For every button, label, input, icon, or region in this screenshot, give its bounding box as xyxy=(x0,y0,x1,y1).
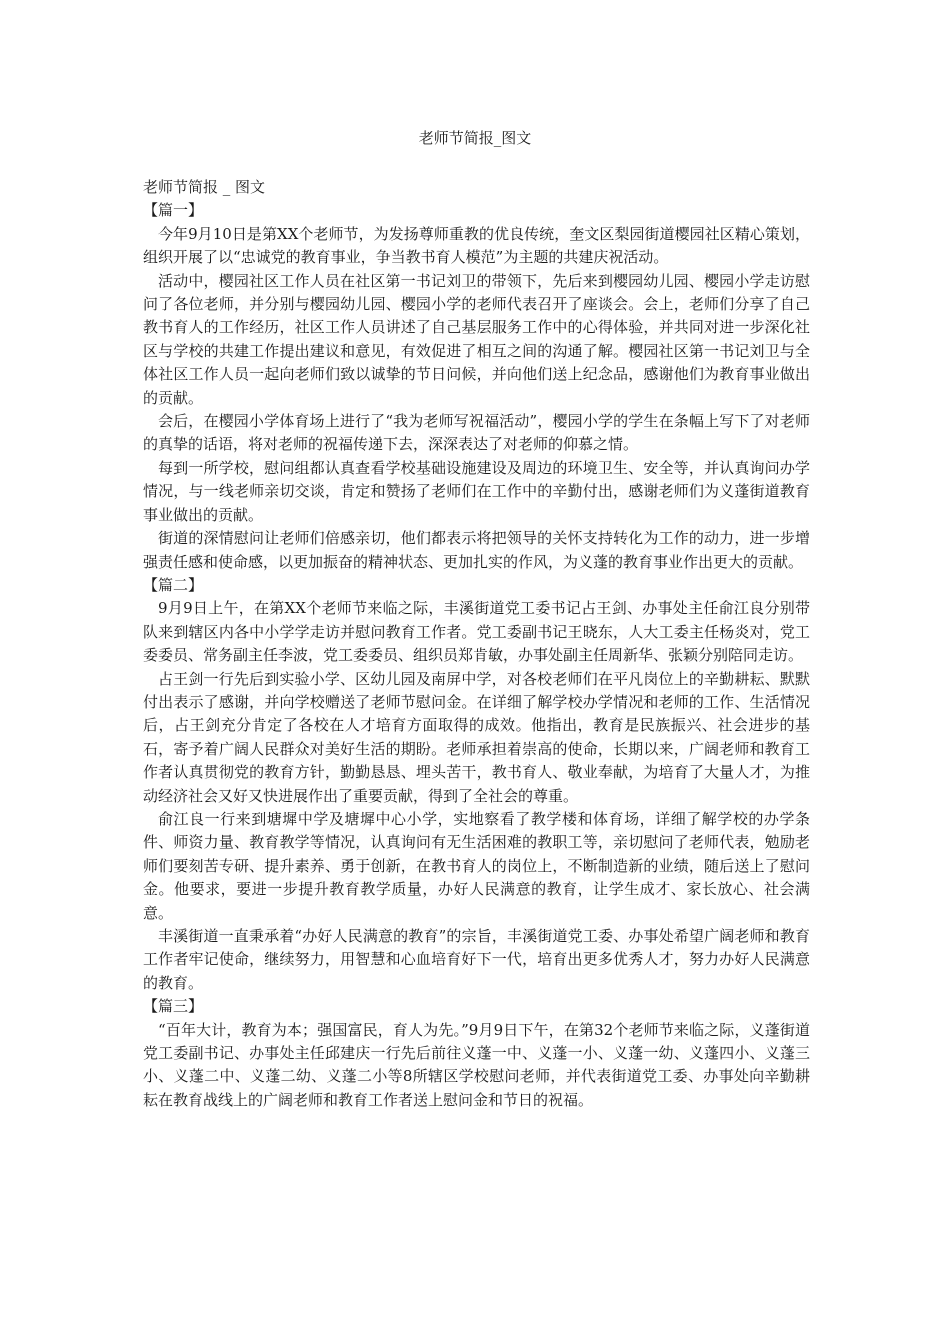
paragraph: “百年大计，教育为本；强国富民，育人为先。”9月9日下午，在第32个老师节来临之际，义蓬街道党工委副书记、办事处主任邱建庆一行先后前往义蓬一中、义蓬一小、义蓬一幼、义蓬四小、义蓬三小、义蓬二中、义蓬二幼、义蓬二小等8所辖区学校慰问老师，并代表街道党工委、办事处向辛勤耕耘在教育战线上的广阔老师和教育工作者送上慰问金和节日的祝福。 xyxy=(143,1020,810,1109)
paragraph: 占王剑一行先后到实验小学、区幼儿园及南屏中学，对各校老师们在平凡岗位上的辛勤耕耘、默默付出表示了感谢，并向学校赠送了老师节慰问金。在详细了解学校办学情况和老师的工作、生活情况后，占王剑充分肯定了各校在人才培育方面取得的成效。他指出，教育是民族振兴、社会进步的基石，寄予着广阔人民群众对美好生活的期盼。老师承担着崇高的使命，长期以来，广阔老师和教育工作者认真贯彻党的教育方针，勤勤恳恳、埋头苦干，教书育人、敬业奉献，为培育了大量人才，为推动经济社会又好又快进展作出了重要贡献，得到了全社会的尊重。 xyxy=(143,669,810,805)
page-title: 老师节简报_图文 xyxy=(418,129,532,147)
document-title: 老师节简报 _ 图文 xyxy=(143,178,266,196)
document-body xyxy=(143,176,810,1112)
section-heading: 【篇二】 xyxy=(143,575,204,594)
section-heading: 【篇一】 xyxy=(143,201,204,220)
paragraph: 俞江良一行来到塘墀中学及塘墀中心小学，实地察看了教学楼和体育场，详细了解学校的办学条件、师资力量、教育教学等情况，认真询问有无生活困难的教职工等，亲切慰问了老师代表，勉励老师们要刻苦专研、提升素养、勇于创新，在教书育人的岗位上，不断制造新的业绩，随后送上了慰问金。他要求，要进一步提升教育教学质量，办好人民满意的教育，让学生成才、家长放心、社会满意。 xyxy=(143,809,810,922)
paragraph: 9月9日上午，在第XX个老师节来临之际，丰溪街道党工委书记占王剑、办事处主任俞江良分别带队来到辖区内各中小学学走访并慰问教育工作者。党工委副书记王晓东，人大工委主任杨炎对，党工委委员、常务副主任李波，党工委委员、组织员郑肯敏，办事处副主任周新华、张颖分别陪同走访。 xyxy=(143,599,810,665)
paragraph: 今年9月10日是第XX个老师节，为发扬尊师重教的优良传统，奎文区梨园街道樱园社区精心策划，组织开展了以“忠诚党的教育事业，争当教书育人模范”为主题的共建庆祝活动。 xyxy=(143,224,810,267)
paragraph: 会后，在樱园小学体育场上进行了“我为老师写祝福活动”，樱园小学的学生在条幅上写下了对老师的真挚的话语，将对老师的祝福传递下去，深深表达了对老师的仰慕之情。 xyxy=(143,412,810,454)
paragraph: 活动中，樱园社区工作人员在社区第一书记刘卫的带领下，先后来到樱园幼儿园、樱园小学走访慰问了各位老师，并分别与樱园幼儿园、樱园小学的老师代表召开了座谈会。会上，老师们分享了自己教书育人的工作经历，社区工作人员讲述了自己基层服务工作中的心得体验，并共同对进一步深化社区与学校的共建工作提出建议和意见，有效促进了相互之间的沟通了解。樱园社区第一书记刘卫与全体社区工作人员一起向老师们致以诚挚的节日问候，并向他们送上纪念品，感谢他们为教育事业做出的贡献。 xyxy=(143,271,810,407)
paragraph: 丰溪街道一直秉承着“办好人民满意的教育”的宗旨，丰溪街道党工委、办事处希望广阔老师和教育工作者牢记使命，继续努力，用智慧和心血培育好下一代，培育出更多优秀人才，努力办好人民满意的教育。 xyxy=(143,927,810,992)
section-heading: 【篇三】 xyxy=(143,997,204,1016)
paragraph: 每到一所学校，慰问组都认真查看学校基础设施建设及周边的环境卫生、安全等，并认真询问办学情况，与一线老师亲切交谈，肯定和赞扬了老师们在工作中的辛勤付出，感谢老师们为义蓬街道教育事业做出的贡献。 xyxy=(143,458,810,524)
paragraph: 街道的深情慰问让老师们倍感亲切，他们都表示将把领导的关怀支持转化为工作的动力，进一步增强责任感和使命感，以更加振奋的精神状态、更加扎实的作风，为义蓬的教育事业作出更大的贡献。 xyxy=(143,529,810,571)
